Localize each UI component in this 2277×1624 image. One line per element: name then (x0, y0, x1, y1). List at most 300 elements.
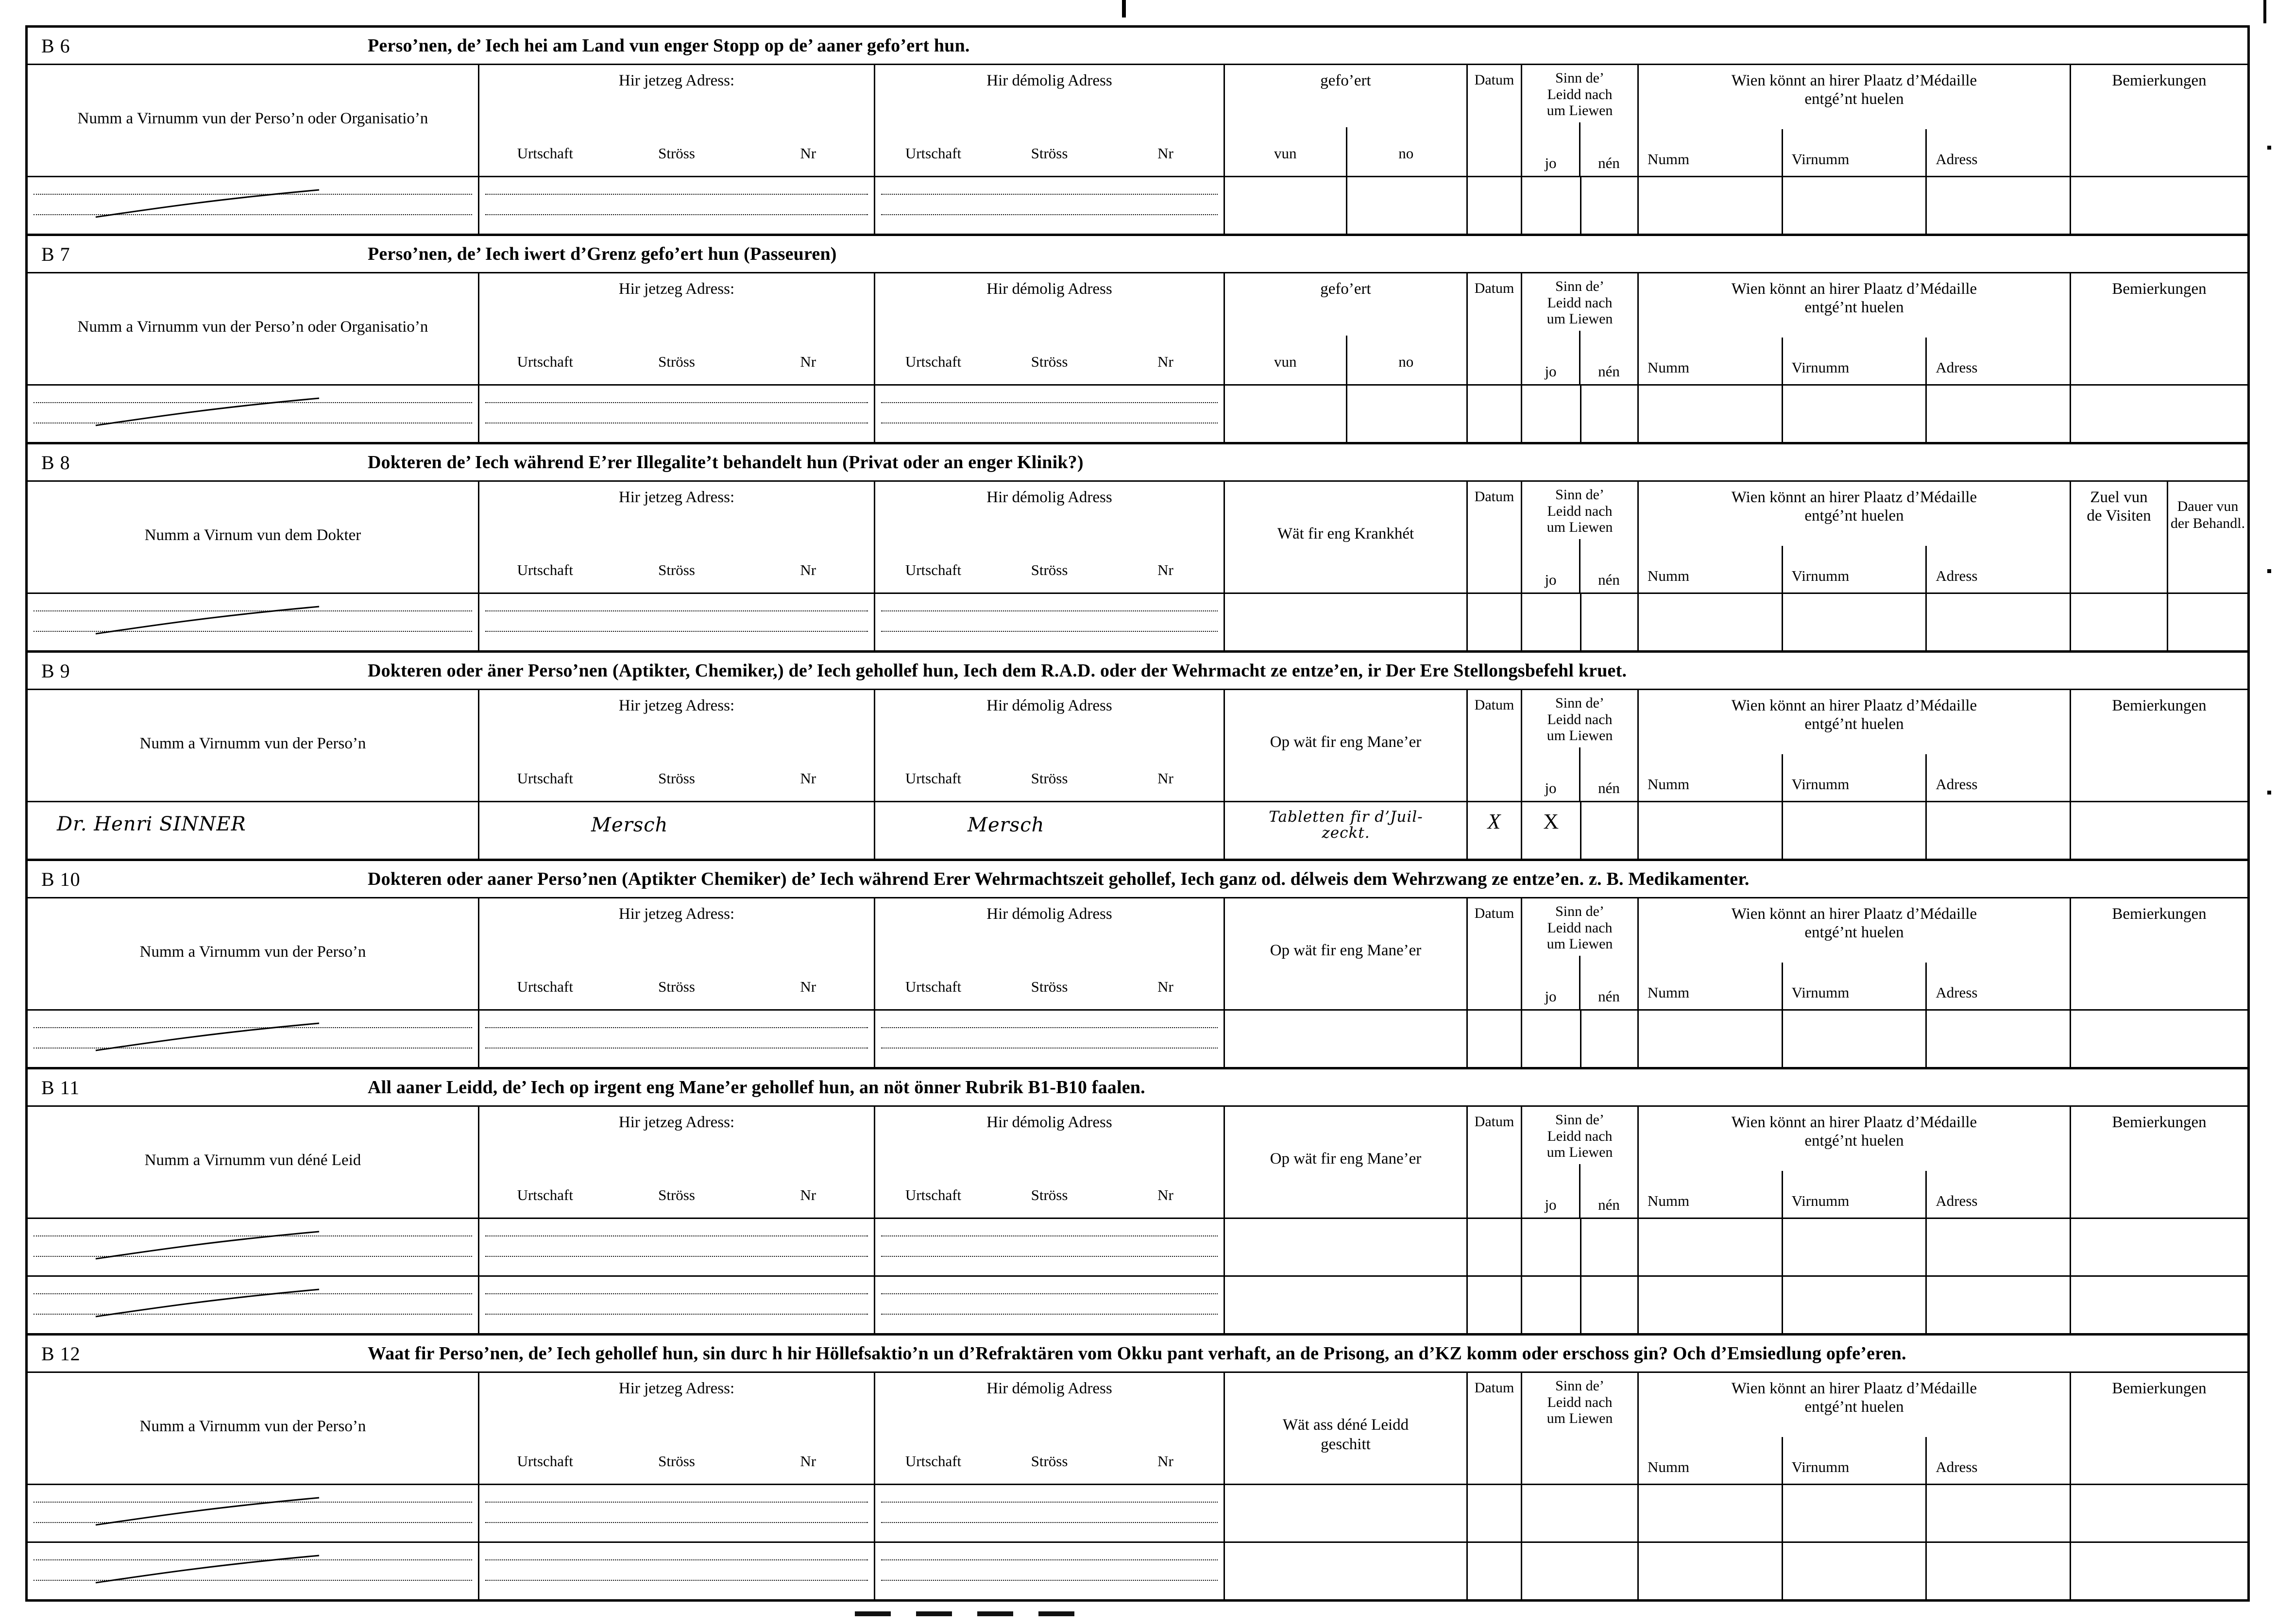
entry-wien-subcells (1639, 1011, 2070, 1067)
entry-cell-address-former[interactable] (875, 386, 1225, 442)
entry-cell-address-former[interactable] (875, 177, 1225, 234)
header-sinn-label: Sinn de’ Leidd nach um Liewen (1546, 1378, 1613, 1427)
column-header-row (28, 1107, 2247, 1218)
entry-cell-special[interactable] (1225, 1277, 1468, 1333)
header-subcol: Ströss (1031, 978, 1068, 995)
header-subcol: Urtschaft (517, 978, 573, 995)
entry-wien-subcell[interactable] (1925, 177, 2070, 234)
header-cell-name (28, 482, 479, 592)
header-cell-address-current (479, 65, 875, 176)
entry-cell-name[interactable] (28, 802, 479, 859)
header-subcol: Urtschaft (905, 770, 962, 787)
entry-wien-subcell[interactable] (1925, 802, 2070, 859)
page-right-edge-mark (2263, 0, 2266, 23)
entry-wien-subcell[interactable] (1925, 1543, 2070, 1599)
entry-cell-address-former[interactable] (875, 1277, 1225, 1333)
header-subcol: Numm (1648, 151, 1690, 168)
header-datum-label: Datum (1474, 905, 1514, 921)
header-subcol: Nr (800, 770, 816, 787)
entry-row[interactable] (28, 1275, 2247, 1333)
header-subcol: nén (1598, 363, 1620, 380)
header-wien-label: Wien könnt an hirer Plaatz d’Médaille entgé’nt huelen (1731, 697, 1977, 733)
column-header-row (28, 482, 2247, 592)
entry-wien-subcell[interactable] (1639, 594, 1782, 650)
entry-sinn-divider (1580, 594, 1581, 650)
entry-cell-datum[interactable] (1468, 594, 1522, 650)
entry-row[interactable] (28, 176, 2247, 234)
entry-sinn-divider (1580, 1219, 1581, 1275)
header-address-label: Hir jetzeg Adress: (618, 489, 735, 506)
entry-cell-address-current[interactable] (479, 1219, 875, 1275)
entry-cell-name[interactable] (28, 1011, 479, 1067)
header-subcol: Virnumm (1782, 1171, 1926, 1218)
entry-wien-subcell[interactable] (1782, 802, 1926, 859)
header-cell-wien (1639, 690, 2071, 801)
section-title: Perso’nen, de’ Iech hei am Land vun enger Stopp op de’ aaner gefo’ert hun. (368, 35, 970, 56)
entry-cell-sinn[interactable] (1522, 594, 1639, 650)
writing-guide-line (34, 610, 472, 611)
entry-cell-wien[interactable] (1639, 1485, 2071, 1541)
entry-cell-sinn[interactable] (1522, 1485, 1639, 1541)
entry-cell-name[interactable] (28, 1485, 479, 1541)
entry-wien-subcell[interactable] (1925, 1219, 2070, 1275)
header-address-label: Hir démolig Adress (986, 489, 1112, 506)
header-cell-address-current (479, 482, 875, 592)
entry-wien-subcell[interactable] (1639, 1011, 1782, 1067)
header-wien-subcols (1639, 963, 2070, 1009)
header-subcol: Numm (1648, 984, 1690, 1001)
writing-guide-line (881, 1027, 1218, 1028)
writing-guide-line (485, 1522, 868, 1523)
entry-cell-datum[interactable] (1468, 802, 1522, 859)
header-subcol: Numm (1648, 1192, 1690, 1209)
form-section-b12 (28, 1336, 2247, 1599)
header-cell-datum (1468, 690, 1522, 801)
header-cell-remarks (2071, 482, 2168, 592)
entry-wien-subcell[interactable] (1782, 1219, 1926, 1275)
pen-scribble (91, 1495, 324, 1529)
entry-wien-subcell[interactable] (1782, 1011, 1926, 1067)
header-cell-special (1225, 1107, 1468, 1218)
entry-wien-subcell[interactable] (1639, 386, 1782, 442)
entry-cell-sinn[interactable] (1522, 1219, 1639, 1275)
entry-cell-sinn[interactable] (1522, 1543, 1639, 1599)
header-address-label: Hir démolig Adress (986, 1114, 1112, 1131)
entry-cell-address-former[interactable] (875, 594, 1225, 650)
header-subcol: nén (1598, 779, 1620, 796)
header-wien-label: Wien könnt an hirer Plaatz d’Médaille entgé’nt huelen (1731, 1380, 1977, 1416)
writing-guide-line (485, 214, 868, 215)
bottom-registration-marks (855, 1611, 1074, 1616)
writing-guide-line (485, 1048, 868, 1049)
header-address-subcols (479, 1453, 874, 1470)
entry-cell-name[interactable] (28, 594, 479, 650)
entry-cell-name[interactable] (28, 1543, 479, 1599)
entry-wien-subcell[interactable] (1639, 177, 1782, 234)
entry-wien-subcells (1639, 1219, 2070, 1275)
entry-wien-subcell[interactable] (1782, 1485, 1926, 1541)
entry-cell-datum[interactable] (1468, 1543, 1522, 1599)
entry-cell-wien[interactable] (1639, 1219, 2071, 1275)
entry-cell-address-current[interactable] (479, 594, 875, 650)
writing-guide-line (881, 214, 1218, 215)
entry-cell-remarks[interactable] (2071, 1543, 2247, 1599)
entry-cell-name[interactable] (28, 386, 479, 442)
entry-wien-subcell[interactable] (1639, 802, 1782, 859)
header-cell-datum (1468, 65, 1522, 176)
header-wien-label: Wien könnt an hirer Plaatz d’Médaille entgé’nt huelen (1731, 72, 1977, 108)
header-name-label: Numm a Virnumm vun der Perso’n (139, 735, 366, 752)
entry-cell-datum[interactable] (1468, 1011, 1522, 1067)
header-name-label: Numm a Virnumm vun der Perso’n (139, 1418, 366, 1435)
writing-guide-line (881, 1522, 1218, 1523)
header-subcol: Ströss (658, 1453, 695, 1470)
header-subcol: Nr (1157, 1186, 1173, 1203)
header-address-label: Hir jetzeg Adress: (618, 280, 735, 298)
header-subcol: no (1398, 353, 1414, 370)
section-code: B 6 (41, 34, 70, 57)
entry-cell-special[interactable] (1225, 386, 1468, 442)
header-cell-remarks (2071, 65, 2247, 176)
form-sheet (25, 25, 2250, 1602)
header-address-subcols (479, 561, 874, 579)
header-address-subcols (479, 353, 874, 371)
entry-cell-sinn[interactable] (1522, 1011, 1639, 1067)
header-subcol: Virnumm (1782, 1437, 1926, 1484)
header-subcol: Urtschaft (517, 353, 573, 370)
writing-guide-line (881, 402, 1218, 403)
header-subcol: Nr (800, 353, 816, 370)
entry-cell-sinn[interactable] (1522, 802, 1639, 859)
header-extra-label: Dauer vun der Behandl. (2170, 498, 2245, 531)
entry-cell-wien[interactable] (1639, 594, 2071, 650)
header-cell-remarks (2071, 1107, 2247, 1218)
header-cell-name (28, 1107, 479, 1218)
entry-cell-remarks[interactable] (2071, 1219, 2247, 1275)
header-cell-sinn (1522, 273, 1639, 384)
writing-guide-line (485, 402, 868, 403)
entry-cell-remarks[interactable] (2071, 1277, 2247, 1333)
header-subcol: Ströss (658, 1186, 695, 1203)
section-title: All aaner Leidd, de’ Iech op irgent eng Mane’er gehollef hun, an nöt önner Rubrik B1-B10 faalen. (368, 1077, 1145, 1098)
header-address-label: Hir jetzeg Adress: (618, 697, 735, 714)
header-subcol: Ströss (1031, 561, 1068, 578)
header-subcol: Nr (1157, 978, 1173, 995)
header-address-subcols (479, 978, 874, 996)
entry-cell-name[interactable] (28, 177, 479, 234)
writing-guide-line (485, 1502, 868, 1503)
header-subcol: Urtschaft (517, 770, 573, 787)
header-cell-remarks (2071, 1373, 2247, 1484)
page-right-dot-1 (2267, 146, 2271, 150)
header-subcol: Ströss (1031, 1186, 1068, 1203)
header-cell-address-former (875, 65, 1225, 176)
section-title: Perso’nen, de’ Iech iwert d’Grenz gefo’ert hun (Passeuren) (368, 244, 837, 264)
header-subcol: Nr (800, 978, 816, 995)
entry-cell-extra[interactable] (2168, 594, 2247, 650)
header-cell-name (28, 898, 479, 1009)
header-cell-extra (2168, 482, 2247, 592)
header-name-label: Numm a Virnumm vun der Perso’n oder Organisatio’n (77, 318, 428, 336)
entry-cell-datum[interactable] (1468, 1219, 1522, 1275)
header-subcol: Ströss (658, 978, 695, 995)
writing-guide-line (34, 214, 472, 215)
entry-cell-remarks[interactable] (2071, 802, 2247, 859)
writing-guide-line (485, 1314, 868, 1315)
header-cell-special (1225, 690, 1468, 801)
writing-guide-line (485, 1580, 868, 1581)
writing-guide-line (34, 1502, 472, 1503)
header-subcol: Virnumm (1782, 754, 1926, 801)
header-subcol: Numm (1648, 776, 1690, 793)
header-sinn-label: Sinn de’ Leidd nach um Liewen (1546, 1112, 1613, 1161)
writing-guide-line (485, 1235, 868, 1236)
writing-guide-line (881, 1256, 1218, 1257)
header-special-label: Wät fir eng Krankhét (1277, 525, 1414, 542)
header-address-subcols (875, 1453, 1223, 1470)
header-address-subcols (875, 353, 1223, 371)
entry-row[interactable] (28, 1218, 2247, 1275)
header-cell-sinn (1522, 482, 1639, 592)
writing-guide-line (34, 1256, 472, 1257)
entry-cell-wien[interactable] (1639, 1011, 2071, 1067)
header-subcol: Adress (1925, 963, 2070, 1009)
entry-wien-subcell[interactable] (1782, 1543, 1926, 1599)
entry-cell-special[interactable] (1225, 594, 1468, 650)
header-address-label: Hir démolig Adress (986, 1380, 1112, 1397)
entry-wien-subcell[interactable] (1639, 1277, 1782, 1333)
entry-cell-datum[interactable] (1468, 1277, 1522, 1333)
handwritten-special: Tabletten fir d’Juil- zeckt. (1269, 808, 1423, 842)
entry-wien-subcell[interactable] (1925, 1277, 2070, 1333)
entry-cell-wien[interactable] (1639, 386, 2071, 442)
entry-cell-name[interactable] (28, 1219, 479, 1275)
writing-guide-line (485, 194, 868, 195)
entry-cell-special[interactable] (1225, 1219, 1468, 1275)
entry-cell-address-current[interactable] (479, 1485, 875, 1541)
writing-guide-line (485, 1293, 868, 1294)
form-section-b10 (28, 861, 2247, 1069)
entry-wien-subcell[interactable] (1925, 386, 2070, 442)
writing-guide-line (881, 1502, 1218, 1503)
entry-cell-address-current[interactable] (479, 802, 875, 859)
header-subcol: Ströss (1031, 145, 1068, 162)
header-special-label: gefo’ert (1320, 72, 1371, 89)
header-subcol: Numm (1648, 1458, 1690, 1475)
header-datum-label: Datum (1474, 697, 1514, 713)
entry-cell-datum[interactable] (1468, 177, 1522, 234)
handwritten-sinn-jo-mark: X (1543, 810, 1559, 833)
section-titlebar (28, 444, 2247, 482)
header-sinn-label: Sinn de’ Leidd nach um Liewen (1546, 70, 1613, 119)
entry-row[interactable] (28, 1009, 2247, 1067)
entry-wien-subcell[interactable] (1639, 1543, 1782, 1599)
header-cell-special (1225, 1373, 1468, 1484)
header-address-label: Hir démolig Adress (986, 280, 1112, 298)
section-title: Dokteren oder aaner Perso’nen (Aptikter Chemiker) de’ Iech während Erer Wehrmachtszeit gehollef, Iech ganz od. délweis dem Wehrzwang ze entze’en. z. B. Medikamenter. (368, 869, 1750, 889)
entry-cell-wien[interactable] (1639, 1277, 2071, 1333)
section-titlebar (28, 861, 2247, 898)
entry-cell-name[interactable] (28, 1277, 479, 1333)
entry-cell-address-current[interactable] (479, 1011, 875, 1067)
header-remarks-label: Bemierkungen (2112, 1380, 2207, 1397)
entry-cell-special[interactable] (1225, 1485, 1468, 1541)
entry-cell-special[interactable] (1225, 177, 1468, 234)
entry-cell-remarks[interactable] (2071, 594, 2168, 650)
entry-cell-address-former[interactable] (875, 1543, 1225, 1599)
header-cell-special (1225, 898, 1468, 1009)
header-sinn-label: Sinn de’ Leidd nach um Liewen (1546, 278, 1613, 327)
entry-cell-special[interactable] (1225, 802, 1468, 859)
header-cell-sinn (1522, 1373, 1639, 1484)
header-cell-datum (1468, 1373, 1522, 1484)
entry-cell-sinn[interactable] (1522, 386, 1639, 442)
entry-cell-remarks[interactable] (2071, 177, 2247, 234)
header-cell-datum (1468, 273, 1522, 384)
entry-wien-subcells (1639, 386, 2070, 442)
header-subcol: Adress (1925, 1437, 2070, 1484)
writing-guide-line (881, 1048, 1218, 1049)
header-subcol: Urtschaft (905, 978, 962, 995)
header-name-label: Numm a Virnumm vun der Perso’n (139, 943, 366, 961)
entry-cell-remarks[interactable] (2071, 386, 2247, 442)
entry-wien-subcell[interactable] (1639, 1485, 1782, 1541)
writing-guide-line (881, 631, 1218, 632)
entry-cell-remarks[interactable] (2071, 1011, 2247, 1067)
header-cell-wien (1639, 1373, 2071, 1484)
header-subcol: Urtschaft (905, 353, 962, 370)
entry-cell-special[interactable] (1225, 1543, 1468, 1599)
entry-wien-subcell[interactable] (1782, 386, 1926, 442)
header-special-label: Op wät fir eng Mane’er (1270, 1150, 1422, 1167)
writing-guide-line (485, 610, 868, 611)
header-subcol: Nr (800, 145, 816, 162)
header-subcol: Urtschaft (517, 145, 573, 162)
entry-wien-subcell[interactable] (1782, 594, 1926, 650)
header-subcol: vun (1274, 353, 1297, 370)
header-wien-label: Wien könnt an hirer Plaatz d’Médaille entgé’nt huelen (1731, 1114, 1977, 1150)
entry-sinn-divider (1580, 1011, 1581, 1067)
entry-cell-address-current[interactable] (479, 1277, 875, 1333)
header-address-subcols (875, 145, 1223, 162)
entry-cell-address-current[interactable] (479, 386, 875, 442)
writing-guide-line (34, 1314, 472, 1315)
header-address-subcols (479, 1186, 874, 1204)
entry-wien-subcell[interactable] (1925, 1011, 2070, 1067)
header-special-label: Op wät fir eng Mane’er (1270, 942, 1422, 959)
section-code: B 9 (41, 660, 70, 682)
entry-row[interactable] (28, 384, 2247, 442)
entry-cell-address-former[interactable] (875, 1219, 1225, 1275)
header-sinn-label: Sinn de’ Leidd nach um Liewen (1546, 487, 1613, 536)
section-titlebar (28, 653, 2247, 690)
writing-guide-line (34, 1027, 472, 1028)
header-subcol: Urtschaft (905, 145, 962, 162)
entry-wien-subcell[interactable] (1639, 1219, 1782, 1275)
section-titlebar (28, 236, 2247, 273)
header-subcol: Ströss (1031, 353, 1068, 370)
header-wien-subcols (1639, 754, 2070, 801)
entry-wien-subcell[interactable] (1925, 594, 2070, 650)
entry-wien-subcell[interactable] (1782, 1277, 1926, 1333)
entry-cell-datum[interactable] (1468, 386, 1522, 442)
header-sinn-subcols (1522, 747, 1637, 801)
header-subcol: Nr (800, 561, 816, 578)
writing-guide-line (881, 610, 1218, 611)
pen-scribble (91, 1229, 324, 1263)
writing-guide-line (34, 1522, 472, 1523)
entry-cell-datum[interactable] (1468, 1485, 1522, 1541)
writing-guide-line (34, 194, 472, 195)
header-sinn-subcols (1522, 1164, 1637, 1218)
writing-guide-line (34, 1559, 472, 1560)
header-subcol: jo (1522, 1164, 1580, 1218)
header-cell-sinn (1522, 65, 1639, 176)
header-remarks-label: Zuel vun de Visiten (2087, 489, 2151, 524)
header-wien-subcols (1639, 546, 2070, 592)
header-subcol: Urtschaft (905, 561, 962, 578)
entry-cell-address-former[interactable] (875, 1011, 1225, 1067)
header-subcol: Nr (1157, 1453, 1173, 1470)
entry-row[interactable] (28, 801, 2247, 859)
entry-row[interactable] (28, 1541, 2247, 1599)
header-address-subcols (875, 561, 1223, 579)
entry-cell-special[interactable] (1225, 1011, 1468, 1067)
writing-guide-line (881, 1235, 1218, 1236)
header-sinn-label: Sinn de’ Leidd nach um Liewen (1546, 695, 1613, 744)
header-cell-name (28, 690, 479, 801)
entry-cell-address-former[interactable] (875, 802, 1225, 859)
entry-cell-wien[interactable] (1639, 802, 2071, 859)
entry-cell-wien[interactable] (1639, 1543, 2071, 1599)
entry-cell-address-former[interactable] (875, 1485, 1225, 1541)
column-header-row (28, 273, 2247, 384)
entry-wien-subcells (1639, 1485, 2070, 1541)
entry-cell-remarks[interactable] (2071, 1485, 2247, 1541)
header-subcol: Urtschaft (517, 1453, 573, 1470)
header-remarks-label: Bemierkungen (2112, 280, 2207, 298)
entry-sinn-divider (1580, 177, 1581, 234)
entry-cell-wien[interactable] (1639, 177, 2071, 234)
form-section-b9 (28, 653, 2247, 861)
entry-cell-address-current[interactable] (479, 1543, 875, 1599)
entry-wien-subcell[interactable] (1925, 1485, 2070, 1541)
header-remarks-label: Bemierkungen (2112, 697, 2207, 714)
header-cell-address-former (875, 273, 1225, 384)
header-cell-name (28, 273, 479, 384)
header-subcol: Nr (1157, 145, 1173, 162)
writing-guide-line (485, 1256, 868, 1257)
entry-cell-address-current[interactable] (479, 177, 875, 234)
entry-cell-sinn[interactable] (1522, 177, 1639, 234)
header-subcol: Adress (1925, 129, 2070, 176)
header-cell-name (28, 65, 479, 176)
section-titlebar (28, 1069, 2247, 1107)
entry-sinn-divider (1580, 386, 1581, 442)
writing-guide-line (34, 631, 472, 632)
header-remarks-label: Bemierkungen (2112, 905, 2207, 923)
entry-row[interactable] (28, 592, 2247, 650)
page-top-tick (1122, 0, 1126, 17)
entry-wien-subcell[interactable] (1782, 177, 1926, 234)
header-subcol: Adress (1925, 1171, 2070, 1218)
entry-cell-sinn[interactable] (1522, 1277, 1639, 1333)
form-section-b8 (28, 444, 2247, 653)
header-address-label: Hir jetzeg Adress: (618, 1114, 735, 1131)
header-name-label: Numm a Virnumm vun der Perso’n oder Organisatio’n (77, 110, 428, 127)
entry-row[interactable] (28, 1484, 2247, 1541)
header-cell-sinn (1522, 898, 1639, 1009)
